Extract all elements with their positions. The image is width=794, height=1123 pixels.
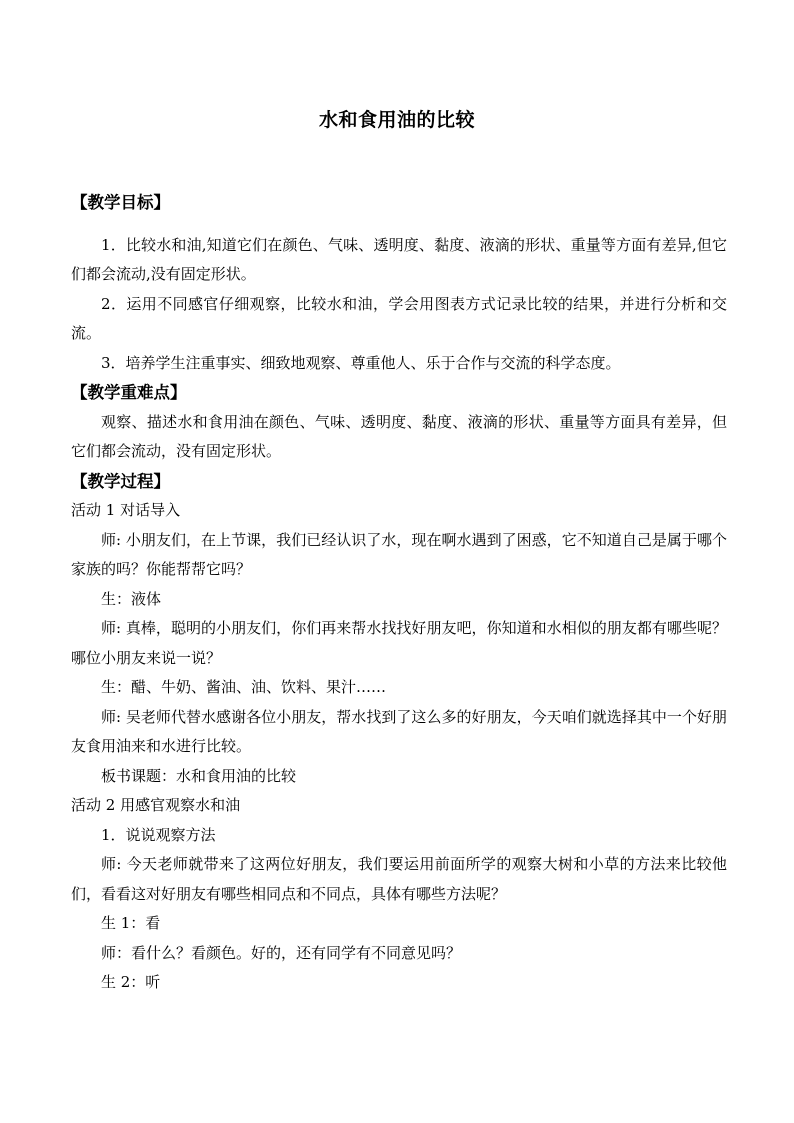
activity-title: 活动 2 用感官观察水和油 [71, 796, 241, 814]
section-heading-process: 【教学过程】 [71, 471, 170, 491]
dialogue-line: 板书课题：水和食用油的比较 [101, 766, 297, 785]
dialogue-line: 生：醋、牛奶、酱油、油、饮料、果汁…… [101, 678, 387, 696]
activity-title: 活动 1 对话导入 [71, 501, 181, 519]
section-heading-goals: 【教学目标】 [71, 193, 170, 212]
dialogue-line: 师：看什么？看颜色。好的，还有同学有不同意见吗？ [101, 943, 462, 962]
dialogue-line: 1．说说观察方法 [101, 825, 216, 844]
dialogue-line: 师: 小朋友们，在上节课，我们已经认识了水，现在啊水遇到了困惑，它不知道自己是属于哪个家族的吗？你能帮帮它吗？ [71, 530, 727, 578]
dialogue-line: 生 2：听 [101, 973, 161, 991]
goal-item: 2．运用不同感官仔细观察，比较水和油，学会用图表方式记录比较的结果，并进行分析和交流。 [71, 294, 727, 342]
dialogue-line: 师: 真棒，聪明的小朋友们，你们再来帮水找找好朋友吧，你知道和水相似的朋友都有哪些呢？哪位小朋友来说一说？ [71, 619, 727, 667]
dialogue-line: 师: 今天老师就带来了这两位好朋友，我们要运用前面所学的观察大树和小草的方法来比较他们，看看这对好朋友有哪些相同点和不同点，具体有哪些方法呢？ [71, 855, 727, 903]
goal-item: 1．比较水和油,知道它们在颜色、气味、透明度、黏度、液滴的形状、重量等方面有差异,但它们都会流动,没有固定形状。 [71, 235, 727, 283]
document-body [71, 188, 727, 998]
section-heading-key-points: 【教学重难点】 [71, 383, 187, 402]
goal-item: 3．培养学生注重事实、细致地观察、尊重他人、乐于合作与交流的科学态度。 [101, 353, 621, 372]
dialogue-line: 生：液体 [101, 589, 162, 608]
dialogue-line: 生 1：看 [101, 914, 161, 932]
document-title: 水和食用油的比较 [318, 109, 475, 131]
key-points-text: 观察、描述水和食用油在颜色、气味、透明度、黏度、液滴的形状、重量等方面具有差异，但它们都会流动，没有固定形状。 [71, 412, 727, 460]
dialogue-line: 师: 吴老师代替水感谢各位小朋友，帮水找到了这么多的好朋友，今天咱们就选择其中一个好朋友食用油来和水进行比较。 [71, 707, 727, 755]
